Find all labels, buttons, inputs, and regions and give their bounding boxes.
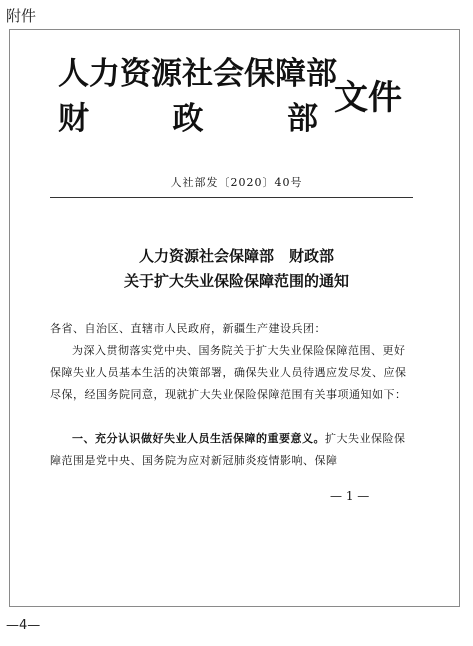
issuer-line-2 — [58, 101, 318, 137]
paragraph-2 — [50, 428, 414, 472]
paragraph-2-heading: 一、充分认识做好失业人员生活保障的重要意义。 — [72, 432, 325, 445]
paragraph-2-text: 扩大失业保险保障范围是党中央、国务院为应对新冠肺炎疫情影响、保障 — [50, 432, 406, 467]
paragraph-1: 为深入贯彻落实党中央、国务院关于扩大失业保险保障范围、更好保障失业人员基本生活的决策部署，确保失业人员待遇应发尽发、应保尽保，经国务院同意，现就扩大失业保险保障范围有关事项通知如下： — [50, 344, 407, 401]
salutation: 各省、自治区、直辖市人民政府，新疆生产建设兵团： — [50, 322, 326, 335]
attachment-label: 附件 — [6, 7, 37, 25]
issuer-line-2-char: 财 — [58, 101, 89, 137]
title-line-2: 关于扩大失业保险保障范围的通知 — [123, 272, 349, 290]
doc-number: 人社部发〔2020〕40号 — [170, 176, 303, 189]
issuer-line-2-char: 政 — [172, 101, 204, 137]
issuer-line-2-char: 部 — [287, 101, 318, 137]
inner-page-number: — 1 — — [330, 489, 370, 503]
title-line-1: 人力资源社会保障部 财政部 — [138, 247, 334, 265]
issuer-line-1: 人力资源社会保障部 — [58, 56, 337, 92]
outer-page-number: —4— — [6, 618, 41, 633]
doc-type: 文件 — [334, 78, 402, 118]
header-rule — [50, 197, 413, 198]
